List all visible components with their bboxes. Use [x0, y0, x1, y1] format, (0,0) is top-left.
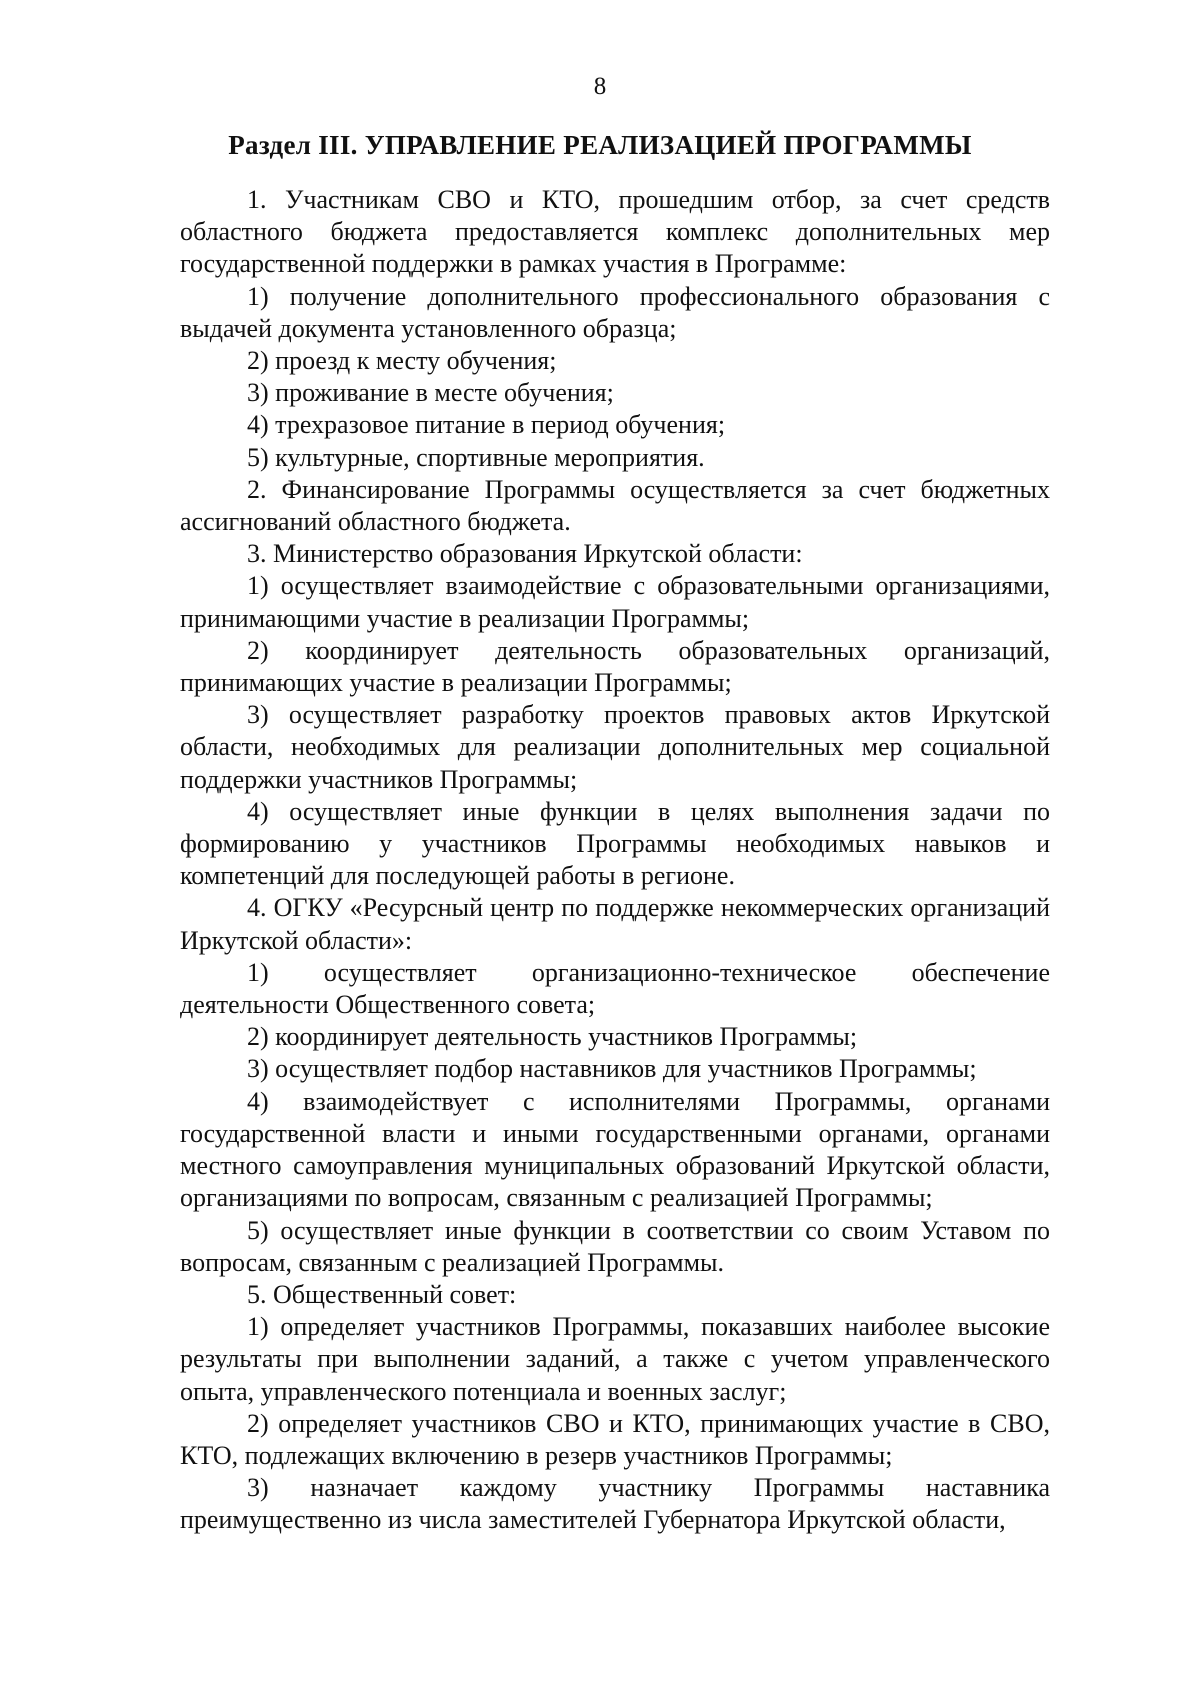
list-item: 2) координирует деятельность образовательных организаций, принимающих участие в реализации Программы; — [180, 635, 1050, 698]
list-item: 3) осуществляет разработку проектов правовых актов Иркутской области, необходимых для реализации дополнительных мер социальной поддержки участников Программы; — [180, 700, 1050, 794]
section-title: Раздел III. УПРАВЛЕНИЕ РЕАЛИЗАЦИЕЙ ПРОГРАММЫ — [228, 130, 972, 160]
list-item: 4) осуществляет иные функции в целях выполнения задачи по формированию у участников Программы необходимых навыков и компетенций для последующей работы в регионе. — [180, 796, 1050, 891]
list-item: 3) проживание в месте обучения; — [247, 378, 614, 408]
list-item: 3) осуществляет подбор наставников для участников Программы; — [247, 1054, 977, 1084]
paragraph-clause-3: 3. Министерство образования Иркутской области: — [247, 539, 803, 569]
list-item: 2) определяет участников СВО и КТО, принимающих участие в СВО, КТО, подлежащих включению в резерв участников Программы; — [180, 1408, 1050, 1470]
list-item: 3) назначает каждому участнику Программы наставника преимущественно из числа заместителей Губернатора Иркутской области, — [180, 1473, 1050, 1535]
list-item: 1) определяет участников Программы, показавших наиболее высокие результаты при выполнении заданий, а также с учетом управленческого опыта, управленческого потенциала и военных заслуг; — [180, 1312, 1050, 1406]
paragraph-clause-5: 5. Общественный совет: — [247, 1279, 517, 1309]
list-item: 5) культурные, спортивные мероприятия. — [247, 442, 705, 472]
list-item: 2) проезд к месту обучения; — [247, 346, 557, 376]
list-item: 5) осуществляет иные функции в соответствии со своим Уставом по вопросам, связанным с реализацией Программы. — [180, 1215, 1050, 1277]
list-item: 2) координирует деятельность участников Программы; — [247, 1022, 858, 1052]
list-item: 1) осуществляет взаимодействие с образовательными организациями, принимающими участие в реализации Программы; — [180, 571, 1050, 633]
paragraph-clause-4: 4. ОГКУ «Ресурсный центр по поддержке некоммерческих организаций Иркутской области»: — [180, 893, 1050, 955]
list-item: 4) взаимодействует с исполнителями Программы, органами государственной власти и иными государственными органами, органами местного самоуправления муниципальных образований Иркутской области, организациями по вопросам, связанным с реализацией Программы; — [180, 1086, 1050, 1213]
list-item: 1) получение дополнительного профессионального образования с выдачей документа установленного образца; — [180, 281, 1050, 343]
document-body — [180, 184, 1050, 1537]
paragraph-clause-1: 1. Участникам СВО и КТО, прошедшим отбор, за счет средств областного бюджета предоставляется комплекс дополнительных мер государственной поддержки в рамках участия в Программе: — [180, 185, 1050, 279]
paragraph-clause-2: 2. Финансирование Программы осуществляется за счет бюджетных ассигнований областного бюджета. — [180, 474, 1050, 537]
page-number: 8 — [593, 73, 607, 100]
list-item: 1) осуществляет организационно-техническое обеспечение деятельности Общественного совета; — [180, 957, 1050, 1020]
list-item: 4) трехразовое питание в период обучения; — [247, 410, 726, 440]
